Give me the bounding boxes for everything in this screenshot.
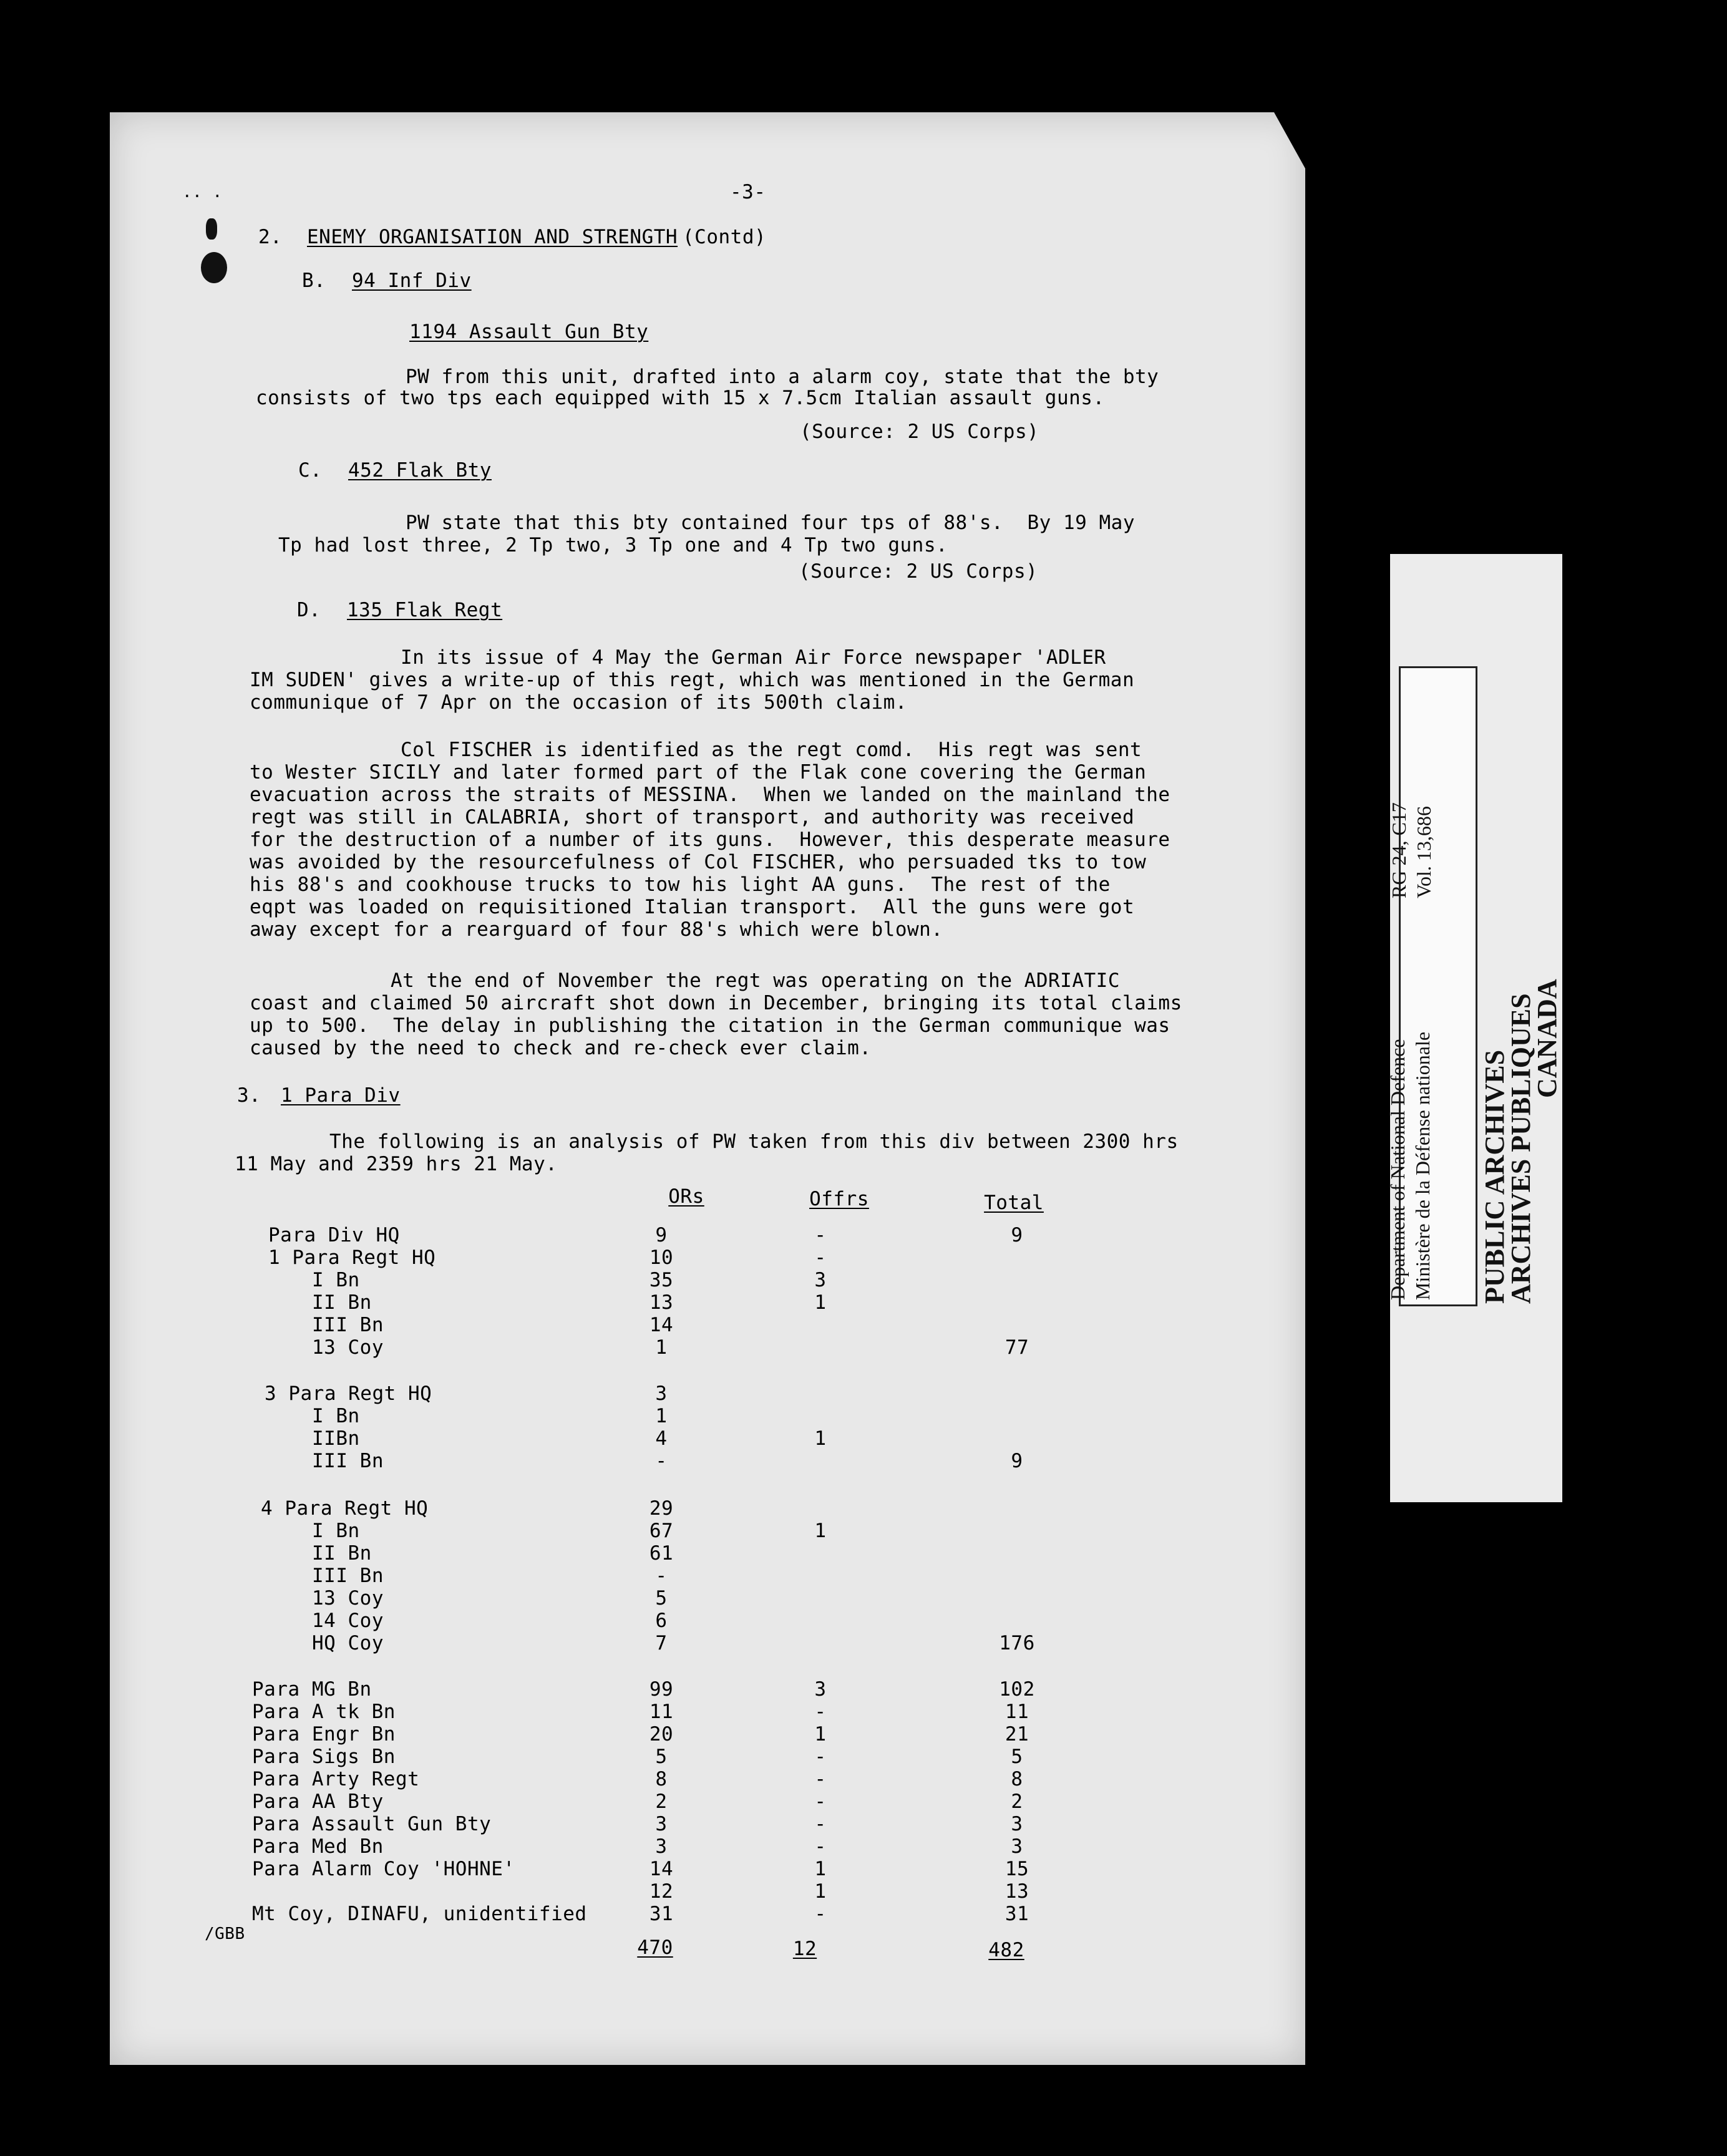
text-line: Tp had lost three, 2 Tp two, 3 Tp one and 4 Tp two guns. [278,534,948,556]
source-note: (Source: 2 US Corps) [800,420,1039,443]
table-row-unit: Para Div HQ [268,1224,400,1246]
total-offrs: 12 [792,1938,817,1960]
table-row-offrs: 1 [814,1880,827,1903]
text-line: IM SUDEN' gives a write-up of this regt, which was mentioned in the German [250,669,1135,691]
total-total: 482 [988,1939,1024,1961]
table-row-ors: 3 [655,1813,668,1835]
table-row-ors: 4 [655,1427,668,1450]
table-row-unit: Para A tk Bn [252,1701,396,1723]
table-row-total: 3 [1011,1835,1023,1858]
table-row-unit: Para Arty Regt [252,1768,420,1790]
column-header-ors: ORs [668,1185,704,1208]
table-row-unit: 13 Coy [312,1587,384,1610]
text-line: up to 500. The delay in publishing the citation in the German communique was [250,1014,1170,1037]
subsection-letter: C. [298,459,323,482]
table-row-total: 31 [1005,1903,1029,1925]
text-line: was avoided by the resourcefulness of Col FISCHER, who persuaded tks to tow [250,851,1147,873]
table-row-ors: 3 [655,1382,668,1405]
table-row-unit: IIBn [312,1427,360,1450]
table-row-total: 8 [1011,1768,1023,1790]
text-line: eqpt was loaded on requisitioned Italian transport. All the guns were got [250,896,1135,918]
table-row-offrs: - [814,1768,827,1790]
column-header-offrs: Offrs [809,1188,869,1210]
text-line: his 88's and cookhouse trucks to tow his light AA guns. The rest of the [250,873,1111,896]
table-row-total: 102 [999,1678,1035,1701]
table-row-offrs: - [814,1835,827,1858]
table-row-total: 15 [1005,1858,1029,1880]
table-row-unit: Mt Coy, DINAFU, unidentified [252,1903,587,1925]
subsection-letter: D. [297,599,321,621]
table-row-total: 11 [1005,1701,1029,1723]
table-row-unit: II Bn [312,1542,372,1565]
table-row-total: 9 [1011,1450,1023,1472]
table-row-unit: 14 Coy [312,1610,384,1632]
archive-title-country: CANADA [1532,979,1562,1098]
text-line: to Wester SICILY and later formed part of the Flak cone covering the German [250,761,1147,784]
table-row-ors: 2 [655,1790,668,1813]
text-line: At the end of November the regt was operating on the ADRIATIC [391,969,1120,992]
subsection-heading: 452 Flak Bty [348,459,492,482]
section-contd: (Contd) [683,226,767,248]
unit-heading: 1194 Assault Gun Bty [409,321,649,343]
archive-vol: Vol. 13,686 [1413,806,1435,898]
table-row-ors: 31 [649,1903,674,1925]
table-row-unit: Para MG Bn [252,1678,372,1701]
table-row-ors: 3 [655,1835,668,1858]
table-row-unit: Para Sigs Bn [252,1746,396,1768]
table-row-offrs: 1 [814,1723,827,1746]
table-row-ors: 67 [649,1520,674,1542]
folded-corner [1274,112,1305,168]
source-note: (Source: 2 US Corps) [799,560,1038,583]
text-line: for the destruction of a number of its guns. However, this desperate measure [250,828,1170,851]
table-row-total: 77 [1005,1336,1029,1359]
text-line: regt was still in CALABRIA, short of transport, and authority was received [250,806,1135,828]
table-row-offrs: 3 [814,1269,827,1291]
archive-dept-fr: Ministère de la Défense nationale [1411,1031,1434,1300]
text-line: away except for a rearguard of four 88's which were blown. [250,918,943,941]
text-line: caused by the need to check and re-check ever claim. [250,1037,872,1059]
table-row-unit: 13 Coy [312,1336,384,1359]
text-line: PW state that this bty contained four tps of 88's. By 19 May [406,512,1135,534]
text-line: The following is an analysis of PW taken from this div between 2300 hrs [329,1130,1179,1153]
table-row-ors: 61 [649,1542,674,1565]
table-row-total: 3 [1011,1813,1023,1835]
table-row-unit: Para Med Bn [252,1835,384,1858]
table-row-unit: III Bn [312,1314,384,1336]
text-line: 11 May and 2359 hrs 21 May. [235,1153,558,1175]
section-heading: 1 Para Div [281,1084,401,1107]
text-line: Col FISCHER is identified as the regt comd. His regt was sent [401,739,1142,761]
subsection-heading: 135 Flak Regt [347,599,503,621]
archive-label-box [1399,666,1477,1306]
table-row-unit: 1 Para Regt HQ [268,1246,436,1269]
section-heading: ENEMY ORGANISATION AND STRENGTH [307,226,678,248]
page-number: -3- [730,181,766,203]
table-row-offrs: - [814,1701,827,1723]
table-row-total: 2 [1011,1790,1023,1813]
ink-mark [206,218,217,240]
table-row-ors: 12 [649,1880,674,1903]
table-row-ors: 13 [649,1291,674,1314]
table-row-ors: 14 [649,1858,674,1880]
table-row-ors: 6 [655,1610,668,1632]
table-row-total: 5 [1011,1746,1023,1768]
table-row-ors: 20 [649,1723,674,1746]
archive-rg: RG 24, C17 [1388,802,1410,898]
table-row-ors: 14 [649,1314,674,1336]
section-number: 3. [237,1084,261,1107]
total-ors: 470 [637,1936,673,1959]
table-row-unit: Para Alarm Coy 'HOHNE' [252,1858,515,1880]
table-row-offrs: 1 [814,1291,827,1314]
column-header-total: Total [984,1192,1044,1214]
table-row-unit: HQ Coy [312,1632,384,1654]
table-row-ors: 99 [649,1678,674,1701]
table-row-offrs: - [814,1813,827,1835]
table-row-offrs: 3 [814,1678,827,1701]
margin-marks: .. . [182,183,223,202]
text-line: communique of 7 Apr on the occasion of its 500th claim. [250,691,907,714]
table-row-offrs: - [814,1790,827,1813]
table-row-total: 9 [1011,1224,1023,1246]
table-row-total: 21 [1005,1723,1029,1746]
table-row-unit: I Bn [312,1520,360,1542]
table-row-unit: 4 Para Regt HQ [261,1497,429,1520]
table-row-ors: 35 [649,1269,674,1291]
subsection-heading: 94 Inf Div [352,270,472,292]
table-row-unit: I Bn [312,1269,360,1291]
table-row-ors: 29 [649,1497,674,1520]
ink-blot [201,252,227,283]
table-row-total: 176 [999,1632,1035,1654]
table-row-offrs: - [814,1903,827,1925]
table-row-ors: 10 [649,1246,674,1269]
archive-dept-en: Department of National Defence [1386,1039,1409,1300]
table-row-unit: I Bn [312,1405,360,1427]
table-row-unit: III Bn [312,1450,384,1472]
table-row-ors: 5 [655,1587,668,1610]
table-row-unit: Para Engr Bn [252,1723,396,1746]
table-row-unit: II Bn [312,1291,372,1314]
table-row-ors: 1 [655,1405,668,1427]
archive-title-fr: ARCHIVES PUBLIQUES [1506,993,1536,1304]
subsection-letter: B. [302,270,326,292]
text-line: consists of two tps each equipped with 15 x 7.5cm Italian assault guns. [256,387,1105,409]
footer-reference: /GBB [205,1925,245,1943]
table-row-ors: - [655,1450,668,1472]
table-row-offrs: 1 [814,1427,827,1450]
table-row-offrs: 1 [814,1858,827,1880]
table-row-unit: 3 Para Regt HQ [265,1382,432,1405]
table-row-unit: Para Assault Gun Bty [252,1813,492,1835]
table-row-ors: 8 [655,1768,668,1790]
table-row-ors: 9 [655,1224,668,1246]
table-row-ors: 11 [649,1701,674,1723]
table-row-ors: 7 [655,1632,668,1654]
table-row-ors: 5 [655,1746,668,1768]
archive-title-en: PUBLIC ARCHIVES [1479,1049,1510,1304]
table-row-offrs: - [814,1246,827,1269]
table-row-ors: - [655,1565,668,1587]
text-line: evacuation across the straits of MESSINA. When we landed on the mainland the [250,784,1170,806]
table-row-unit: III Bn [312,1565,384,1587]
text-line: PW from this unit, drafted into a alarm coy, state that the bty [406,366,1159,388]
section-number: 2. [258,226,283,248]
table-row-offrs: 1 [814,1520,827,1542]
table-row-offrs: - [814,1746,827,1768]
text-line: In its issue of 4 May the German Air Force newspaper 'ADLER [401,646,1106,669]
table-row-offrs: - [814,1224,827,1246]
table-row-ors: 1 [655,1336,668,1359]
table-row-total: 13 [1005,1880,1029,1903]
text-line: coast and claimed 50 aircraft shot down in December, bringing its total claims [250,992,1182,1014]
table-row-unit: Para AA Bty [252,1790,384,1813]
